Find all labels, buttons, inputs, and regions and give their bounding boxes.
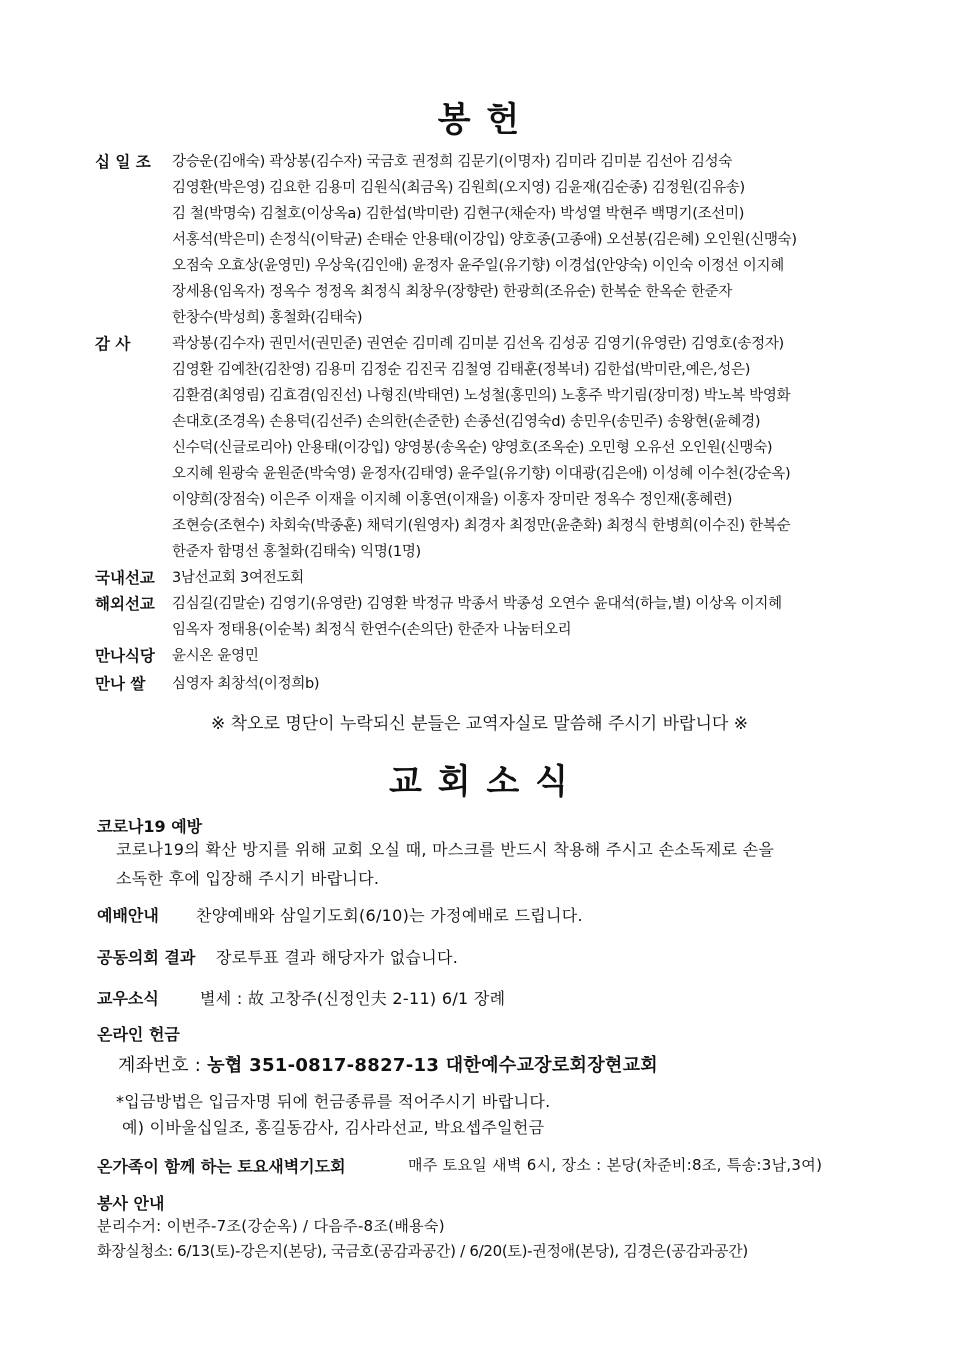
offering-names: 3남선교회 3여전도회	[172, 570, 304, 586]
offering-names: 신수덕(신글로리아) 안용태(이강입) 양영봉(송옥순) 양영호(조옥순) 오민형 오유선 오인원(신맹숙)	[172, 440, 773, 456]
offering-names: 오지혜 원광숙 윤원준(박숙영) 윤정자(김태영) 윤주일(유기향) 이대광(김은애) 이성혜 이수천(강순옥)	[172, 466, 791, 482]
service-heading: 봉사 안내	[97, 1194, 165, 1213]
worship-text: 찬양예배와 삼일기도회(6/10)는 가정예배로 드립니다.	[196, 906, 583, 925]
offering-names: 한창수(박성희) 홍철화(김태숙)	[172, 310, 363, 326]
offering-names: 손대호(조경옥) 손용덕(김선주) 손의한(손준한) 손종선(김영숙d) 송민우(송민주) 송왕현(윤혜경)	[172, 414, 761, 430]
offering-names: 김영환 김예찬(김찬영) 김용미 김정순 김진국 김철영 김태훈(정복녀) 김한섭(박미란,예은,성은)	[172, 362, 751, 378]
offering-names: 장세용(임옥자) 정옥수 정정옥 최정식 최창우(장향란) 한광희(조유순) 한복순 한옥순 한준자	[172, 284, 733, 300]
members-heading: 교우소식	[97, 989, 159, 1008]
online-offering-heading: 온라인 헌금	[97, 1025, 180, 1044]
offering-names: 한준자 함명선 홍철화(김태숙) 익명(1명)	[172, 544, 421, 560]
covid-text-1: 코로나19의 확산 방지를 위해 교회 오실 때, 마스크를 반드시 착용해 주시고 손소독제로 손을	[116, 840, 775, 859]
offering-names: 김환겸(최영림) 김효겸(임진선) 나형진(박태연) 노성철(홍민의) 노홍주 박기림(장미정) 박노복 박영화	[172, 388, 791, 404]
saturday-prayer-heading: 온가족이 함께 하는 토요새벽기도회	[97, 1157, 346, 1176]
offering-category-label: 만나식당	[95, 647, 155, 665]
account-value: 농협 351-0817-8827-13 대한예수교장로회장현교회	[207, 1055, 658, 1076]
offering-names: 김심길(김말순) 김영기(유영란) 김영환 박정규 박종서 박종성 오연수 윤대석(하늘,별) 이상옥 이지혜	[172, 596, 782, 612]
deposit-note: *입금방법은 입금자명 뒤에 헌금종류를 적어주시기 바랍니다.	[116, 1092, 551, 1111]
account-label: 계좌번호 :	[118, 1055, 208, 1076]
offering-category-label: 감 사	[95, 335, 131, 353]
assembly-heading: 공동의회 결과	[97, 948, 196, 967]
covid-heading: 코로나19 예방	[97, 817, 203, 836]
news-title: 교 회 소 식	[389, 762, 570, 802]
deposit-example: 예) 이바울십일조, 홍길동감사, 김사라선교, 박요셉주일헌금	[122, 1118, 545, 1137]
offering-names: 오점숙 오효상(윤영민) 우상욱(김인애) 윤정자 윤주일(유기향) 이경섭(안양숙) 이인숙 이정선 이지혜	[172, 258, 784, 274]
covid-text-2: 소독한 후에 입장해 주시기 바랍니다.	[116, 869, 380, 888]
offering-names: 김영환(박은영) 김요한 김용미 김원식(최금옥) 김원희(오지영) 김윤재(김순종) 김정원(김유송)	[172, 180, 745, 196]
offering-names: 심영자 최창석(이정희b)	[172, 676, 320, 692]
offering-category-label: 만나 쌀	[95, 675, 146, 693]
offering-names: 김 철(박명숙) 김철호(이상옥a) 김한섭(박미란) 김현구(채순자) 박성열 박현주 백명기(조선미)	[172, 206, 745, 222]
offering-category-label: 국내선교	[95, 569, 155, 587]
account-line	[118, 1051, 658, 1077]
offering-category-label: 십 일 조	[95, 153, 151, 171]
missing-names-notice: ※ 착오로 명단이 누락되신 분들은 교역자실로 말씀해 주시기 바랍니다 ※	[211, 714, 748, 734]
offering-names: 곽상봉(김수자) 권민서(권민준) 권연순 김미례 김미분 김선옥 김성공 김영기(유영란) 김영호(송정자)	[172, 336, 784, 352]
offering-category-label: 해외선교	[95, 595, 155, 613]
offering-names: 윤시온 윤영민	[172, 648, 259, 664]
offering-title: 봉 헌	[437, 100, 522, 140]
members-text: 별세 : 故 고창주(신정인夫 2-11) 6/1 장례	[200, 989, 506, 1008]
offering-names: 서홍석(박은미) 손정식(이탁균) 손태순 안용태(이강입) 양호종(고종애) 오선봉(김은혜) 오인원(신맹숙)	[172, 232, 797, 248]
saturday-prayer-text: 매주 토요일 새벽 6시, 장소 : 본당(차준비:8조, 특송:3남,3여)	[408, 1156, 823, 1174]
recycling-duty: 분리수거: 이번주-7조(강순옥) / 다음주-8조(배용숙)	[97, 1217, 445, 1235]
offering-names: 임옥자 정태용(이순복) 최정식 한연수(손의단) 한준자 나눔터오리	[172, 622, 572, 638]
restroom-cleaning-duty: 화장실청소: 6/13(토)-강은지(본당), 국금호(공감과공간) / 6/20(토)-권정애(본당), 김경은(공감과공간)	[97, 1242, 748, 1260]
assembly-text: 장로투표 결과 해당자가 없습니다.	[216, 948, 459, 967]
offering-names: 강승운(김애숙) 곽상봉(김수자) 국금호 권정희 김문기(이명자) 김미라 김미분 김선아 김성숙	[172, 154, 733, 170]
worship-heading: 예배안내	[97, 906, 159, 925]
offering-names: 조현승(조현수) 차회숙(박종훈) 채덕기(원영자) 최경자 최정만(윤춘화) 최정식 한병희(이수진) 한복순	[172, 518, 791, 534]
offering-names: 이양희(장점숙) 이은주 이재을 이지혜 이홍연(이재을) 이홍자 장미란 정옥수 정인재(홍혜련)	[172, 492, 733, 508]
